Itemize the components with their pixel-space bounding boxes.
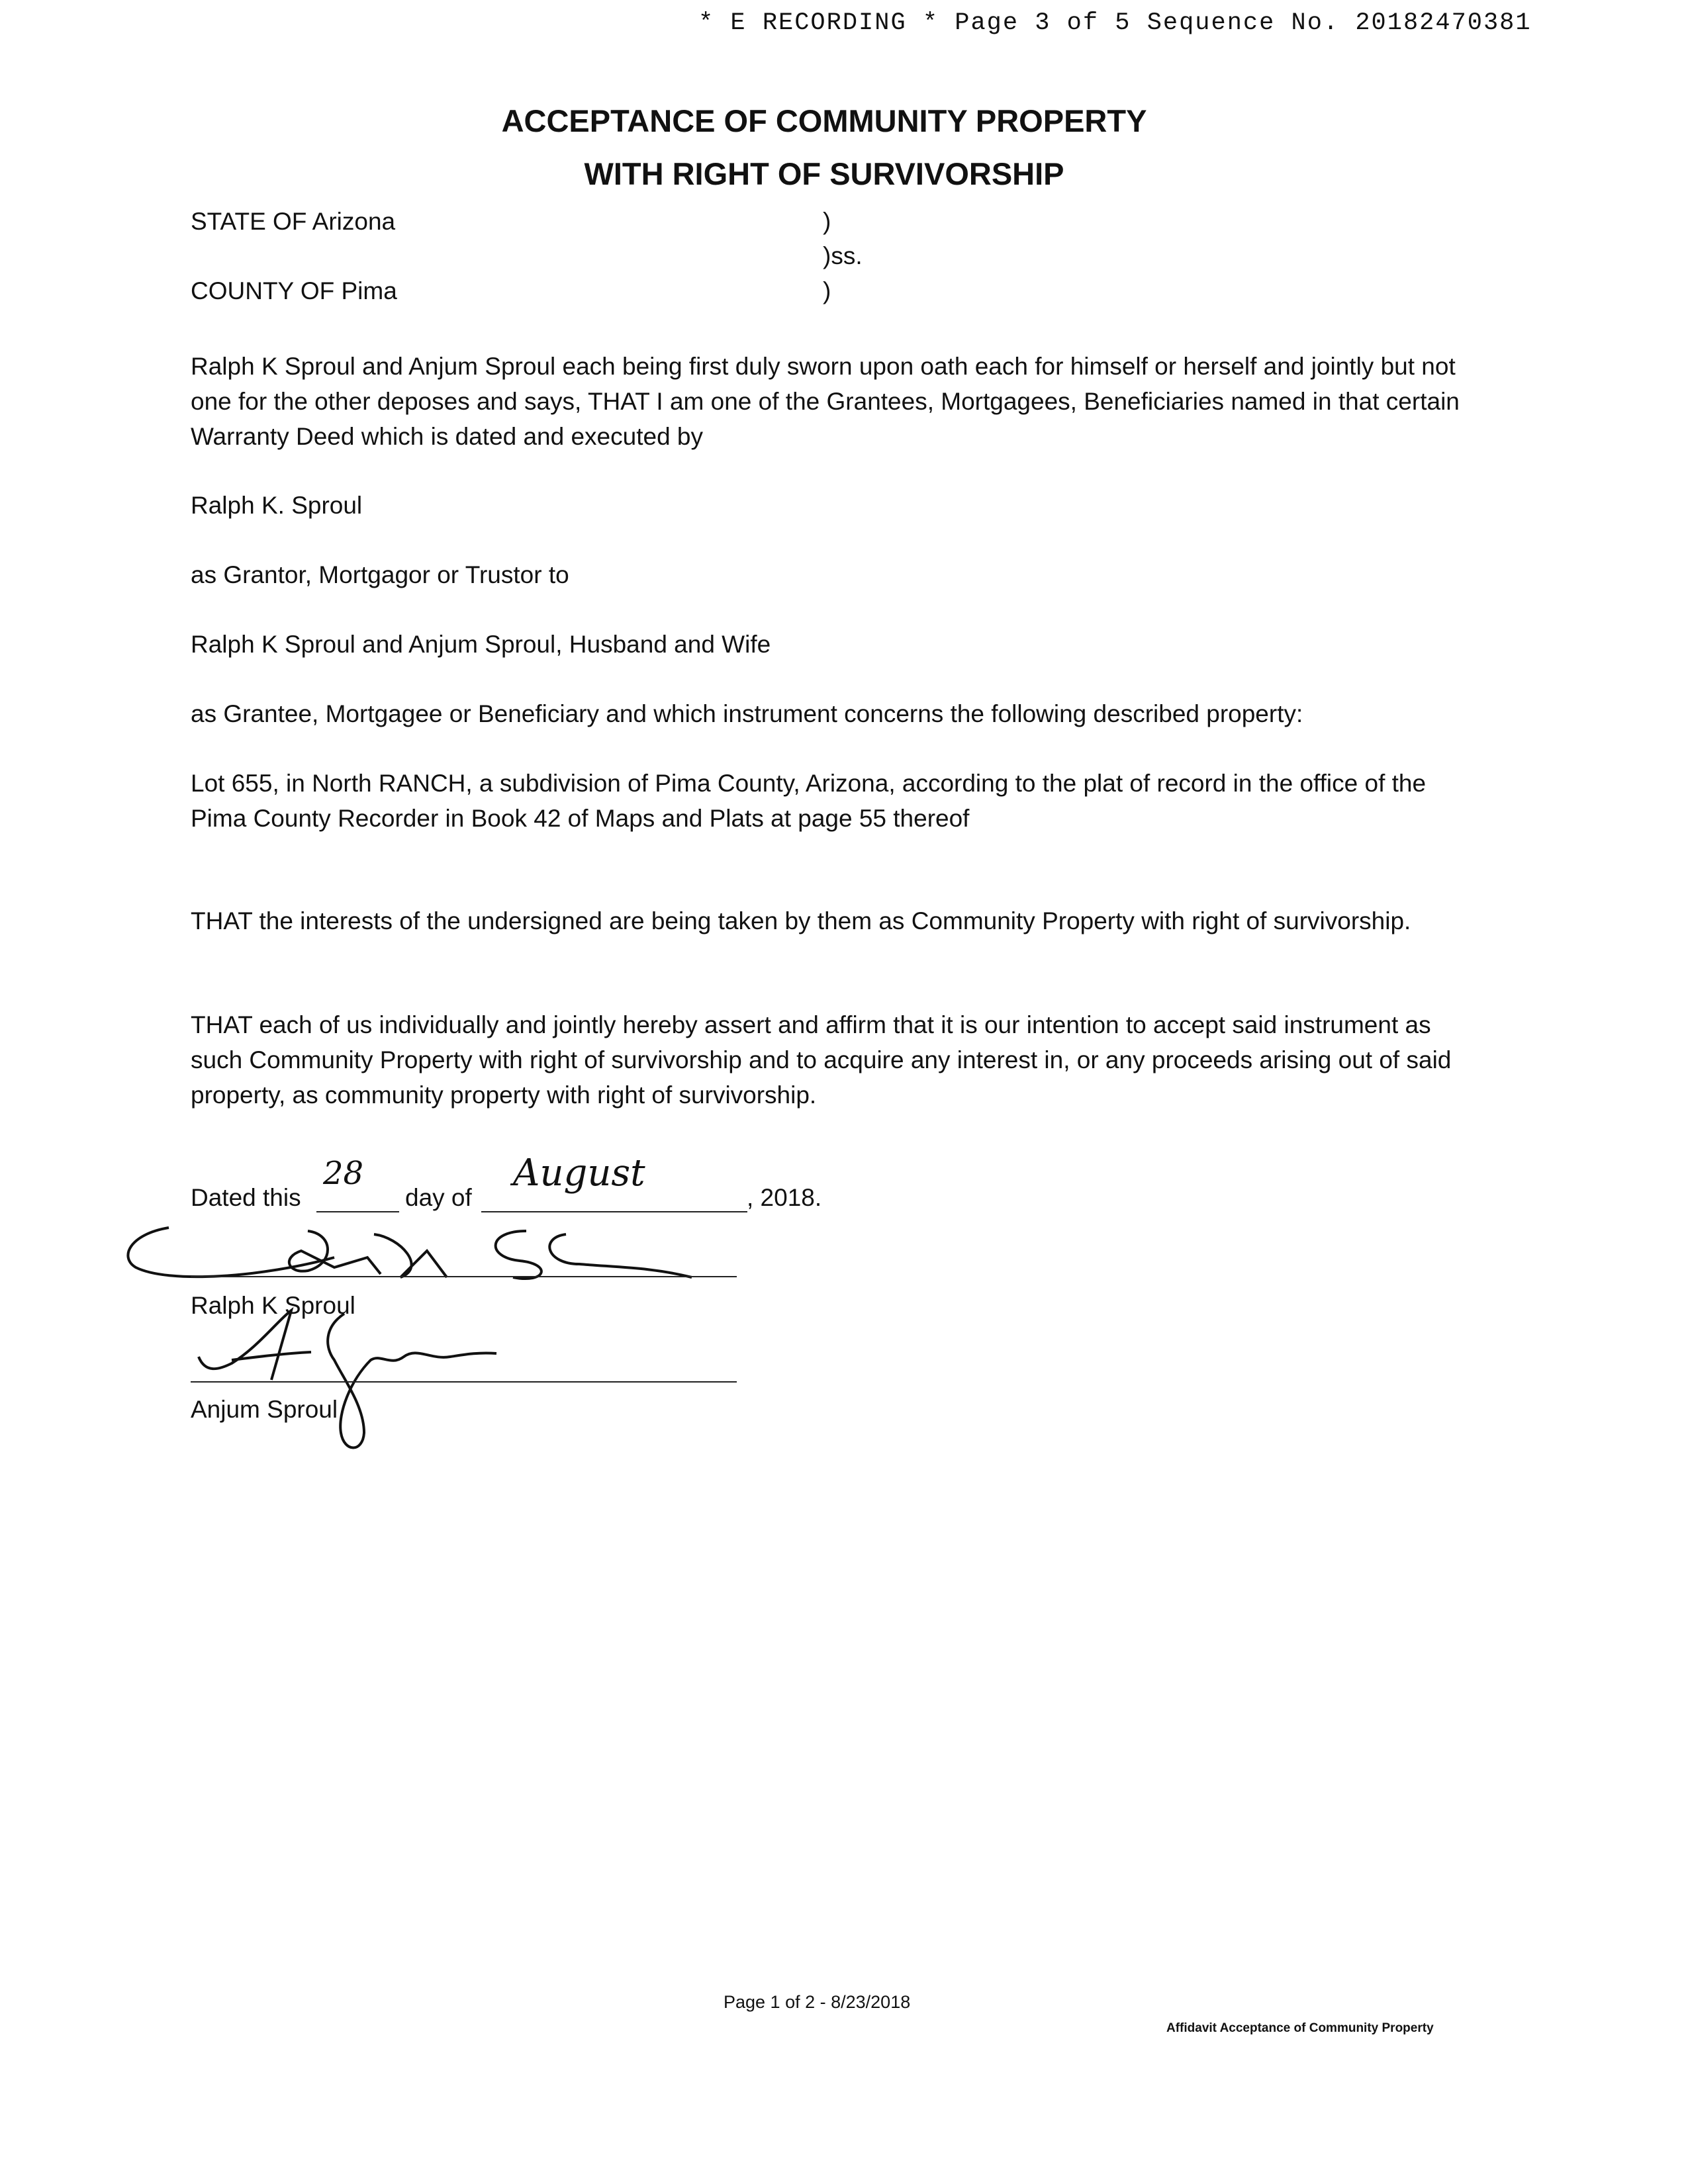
venue-paren-top: ) bbox=[823, 208, 831, 235]
grantor-name: Ralph K. Sproul bbox=[191, 492, 363, 519]
grantee-role: as Grantee, Mortgagee or Beneficiary and which instrument concerns the following described property: bbox=[191, 700, 1303, 727]
recording-header: * E RECORDING * Page 3 of 5 Sequence No. 20182470381 bbox=[698, 9, 1532, 37]
footer-page-number: Page 1 of 2 - 8/23/2018 bbox=[724, 1992, 911, 2012]
grantor-role: as Grantor, Mortgagor or Trustor to bbox=[191, 561, 569, 588]
dated-suffix: , 2018. bbox=[747, 1184, 822, 1211]
affirmation-statement: THAT each of us individually and jointly hereby assert and affirm that it is our intention to accept said instrument as such Community Property with right of survivorship and to acquire any interest in, or any proceeds arising out of said property, as community property with right of survivorship. bbox=[191, 1011, 1452, 1109]
day-handwritten: 28 bbox=[323, 1155, 364, 1192]
venue-ss: )ss. bbox=[823, 242, 863, 269]
grantee-names: Ralph K Sproul and Anjum Sproul, Husband and Wife bbox=[191, 631, 771, 658]
footer-document-name: Affidavit Acceptance of Community Property bbox=[1166, 2021, 1434, 2035]
anjum-signature bbox=[192, 1307, 563, 1459]
interest-statement: THAT the interests of the undersigned are being taken by them as Community Property with right of survivorship. bbox=[191, 907, 1411, 934]
month-handwritten: August bbox=[513, 1152, 645, 1195]
ralph-printed-name: Ralph K Sproul bbox=[191, 1292, 355, 1319]
venue-state: STATE OF Arizona bbox=[191, 208, 396, 235]
venue-county: COUNTY OF Pima bbox=[191, 277, 397, 304]
dated-prefix: Dated this bbox=[191, 1184, 301, 1211]
anjum-printed-name: Anjum Sproul bbox=[191, 1396, 338, 1423]
document-title-line2: WITH RIGHT OF SURVIVORSHIP bbox=[584, 156, 1064, 191]
anjum-signature-line bbox=[191, 1381, 737, 1383]
ralph-signature-line bbox=[191, 1276, 737, 1277]
affiant-statement: Ralph K Sproul and Anjum Sproul each being first duly sworn upon oath each for himself or herself and jointly but not one for the other deposes and says, THAT I am one of the Grantees, Mortgagees, Beneficiaries named in that certain Warranty Deed which is dated and executed by bbox=[191, 353, 1460, 450]
document-title-line1: ACCEPTANCE OF COMMUNITY PROPERTY bbox=[501, 103, 1147, 138]
ralph-signature bbox=[116, 1211, 712, 1291]
venue-paren-bottom: ) bbox=[823, 277, 831, 304]
dated-middle: day of bbox=[405, 1184, 472, 1211]
property-description: Lot 655, in North RANCH, a subdivision of Pima County, Arizona, according to the plat of record in the office of the Pima County Recorder in Book 42 of Maps and Plats at page 55 thereof bbox=[191, 770, 1427, 832]
